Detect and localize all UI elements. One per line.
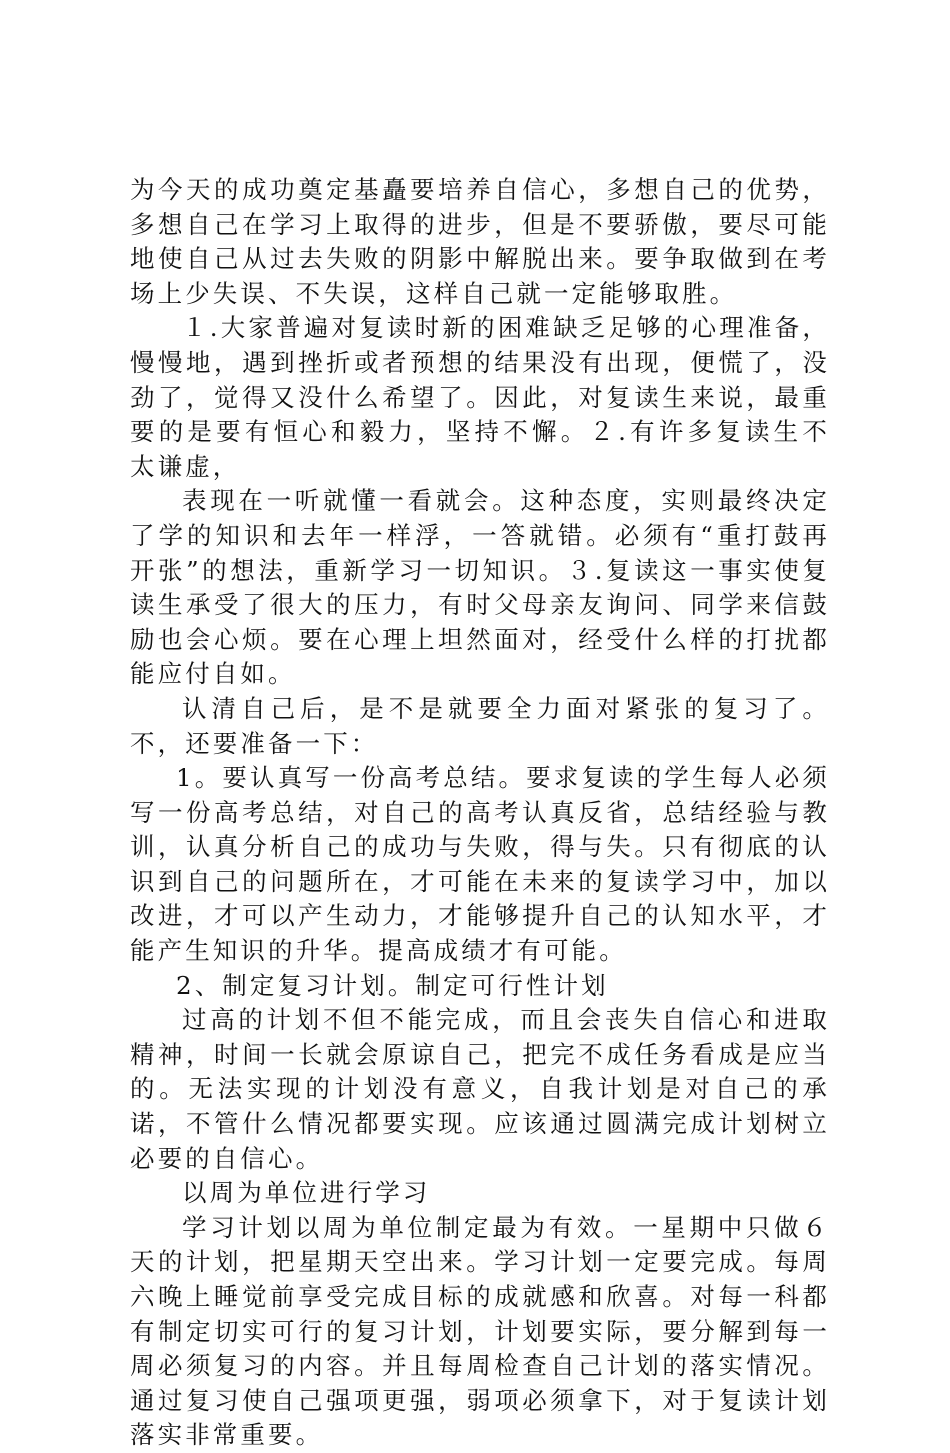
paragraph-9: 学习计划以周为单位制定最为有效。一星期中只做６天的计划，把星期天空出来。学习计划一定要完成。每周六晚上睡觉前享受完成目标的成就感和欣喜。对每一科都有制定切实可行的复习计划，计划要实际，要分解到每一周必须复习的内容。并且每周检查自己计划的落实情况。通过复习使自己强项更强，弱项必须拿下，对于复读计划落实非常重要。	[130, 1212, 830, 1450]
paragraph-4: 认清自己后，是不是就要全力面对紧张的复习了。不，还要准备一下：	[130, 693, 830, 758]
paragraph-7: 过高的计划不但不能完成，而且会丧失自信心和进取精神，时间一长就会原谅自己，把完不成任务看成是应当的。无法实现的计划没有意义，自我计划是对自己的承诺，不管什么情况都要实现。应该通过圆满完成计划树立必要的自信心。	[130, 1005, 830, 1173]
paragraph-6: 2、制定复习计划。制定可行性计划	[176, 970, 609, 1000]
paragraph-2: １.大家普遍对复读时新的困难缺乏足够的心理准备，慢慢地，遇到挫折或者预想的结果没有出现，便慌了，没劲了，觉得又没什么希望了。因此，对复读生来说，最重要的是要有恒心和毅力，坚持不懈。２.有许多复读生不太谦虚，	[130, 313, 830, 481]
paragraph-1: 为今天的成功奠定基矗要培养自信心，多想自己的优势，多想自己在学习上取得的进步，但是不要骄傲，要尽可能地使自己从过去失败的阴影中解脱出来。要争取做到在考场上少失误、不失误，这样自己就一定能够取胜。	[130, 175, 830, 308]
paragraph-3: 表现在一听就懂一看就会。这种态度，实则最终决定了学的知识和去年一样浮，一答就错。必须有“重打鼓再开张”的想法，重新学习一切知识。３.复读这一事实使复读生承受了很大的压力，有时父母亲友询问、同学来信鼓励也会心烦。要在心理上坦然面对，经受什么样的打扰都能应付自如。	[130, 486, 830, 689]
document-body	[130, 173, 830, 1453]
paragraph-5: 1。要认真写一份高考总结。要求复读的学生每人必须写一份高考总结，对自己的高考认真反省，总结经验与教训，认真分析自己的成功与失败，得与失。只有彻底的认识到自己的问题所在，才可能在未来的复读学习中，加以改进，才可以产生动力，才能够提升自己的认知水平，才能产生知识的升华。提高成绩才有可能。	[130, 763, 830, 966]
paragraph-8: 以周为单位进行学习	[182, 1178, 431, 1208]
